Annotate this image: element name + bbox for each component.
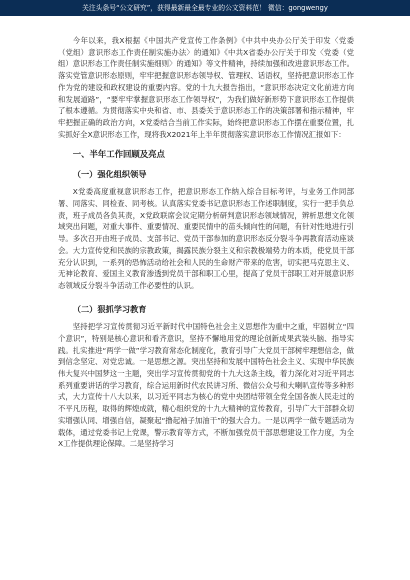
intro-paragraph: 今年以来，我X根据《中国共产党宣传工作条例》《中共中央办公厅关于印发〈党委（党组）意识形态工作责任制实施办法〉的通知》《中共X省委办公厅关于印发〈党委（党组）意识形态工作责任制实施细则〉的通知》等文件精神，持续加强和改进意识形态工作。落实党管意识形态原则，牢牢把握意识形态领导权、管理权、话语权，坚持把意识形态工作作为党的建设和政权建设的重要内容。党的十九大报告指出，“意识形态决定文化前进方向和发展道路”，“要牢牢掌握意识形态工作领导权”，为我们做好新形势下意识形态工作提供了根本遵循。为贯彻落实中央和省、市、县委关于意识形态工作的决策部署和指示精神，牢牢把握正确的政治方向，X党委结合当前工作实际，始终把意识形态工作摆在重要位置，扎实抓好全X意识形态工作，现将我X2021年上半年贯彻落实意识形态工作情况汇报如下：	[58, 36, 354, 139]
top-banner	[0, 0, 410, 16]
document-body	[58, 35, 354, 451]
subsection-heading-organization: （一）强化组织领导	[72, 169, 147, 180]
banner-text: 关注头条号“公文研究”，获得最新最全最专业的公文资料范！ 微信：gongwengy	[82, 4, 328, 12]
organization-paragraph: X党委高度重视意识形态工作，把意识形态工作纳入综合目标考评，与业务工作同部署、同落实、同检查、同考核。认真落实党委书记意识形态工作述职制度，实行一把手负总责，班子成员各负其责，X党政联席会议定期分析研判意识形态领域情况，辨析思想文化领域突出问题，对重大事件、重要情况、重要民情中的苗头倾向性的问题，有针对性地进行引导。多次召开由班子成员、支部书记、党员干部参加的意识形态反分裂斗争再教育活动座谈会。大力宣传党和民族的宗教政策，揭露民族分裂主义和宗教极端势力的本质，使党员干部充分认识到，一系列的恐怖活动给社会和人民的生命财产带来的危害，切实把马克思主义、无神论教育、爱国主义教育渗透到党员干部和职工心里，提高了党员干部职工对开展意识形态领域反分裂斗争活动工作必要性的认识。	[58, 187, 354, 290]
section-heading: 一、半年工作回顾及亮点	[72, 149, 165, 160]
subsection-heading-study: （二）狠抓学习教育	[72, 304, 147, 315]
study-paragraph: 坚持把学习宣传贯彻习近平新时代中国特色社会主义思想作为重中之重，牢固树立“四个意识”，特别是核心意识和看齐意识，坚持不懈地用党的理论创新成果武装头脑、指导实践。扎实推进“两学一做”学习教育常态化制度化，教育引导广大党员干部树牢理想信念，做到信念坚定、对党忠诚。一是思想之源。突出坚持和发展中国特色社会主义、实现中华民族伟大复兴中国梦这一主题，突出学习宣传贯彻党的十九大这条主线，着力深化对习近平同志系列重要讲话的学习教育，综合运用新时代农民讲习所、微信公众号和大喇叭宣传等多种形式，大力宣传十八大以来，以习近平同志为核心的党中央团结带领全党全国各族人民走过的不平凡历程，取得的辉煌成就，精心组织党的十九大精神的宣传教育，引导广大干部群众切实增强认同、增强自信，凝聚起“撸起袖子加油干”的强大合力。一是以两学一做专题活动为载体，通过党委书记上党课，警示教育等方式，不断加强党员干部思想建设工作力度，为全X工作提供理论保障。二是坚持学习	[58, 322, 354, 449]
